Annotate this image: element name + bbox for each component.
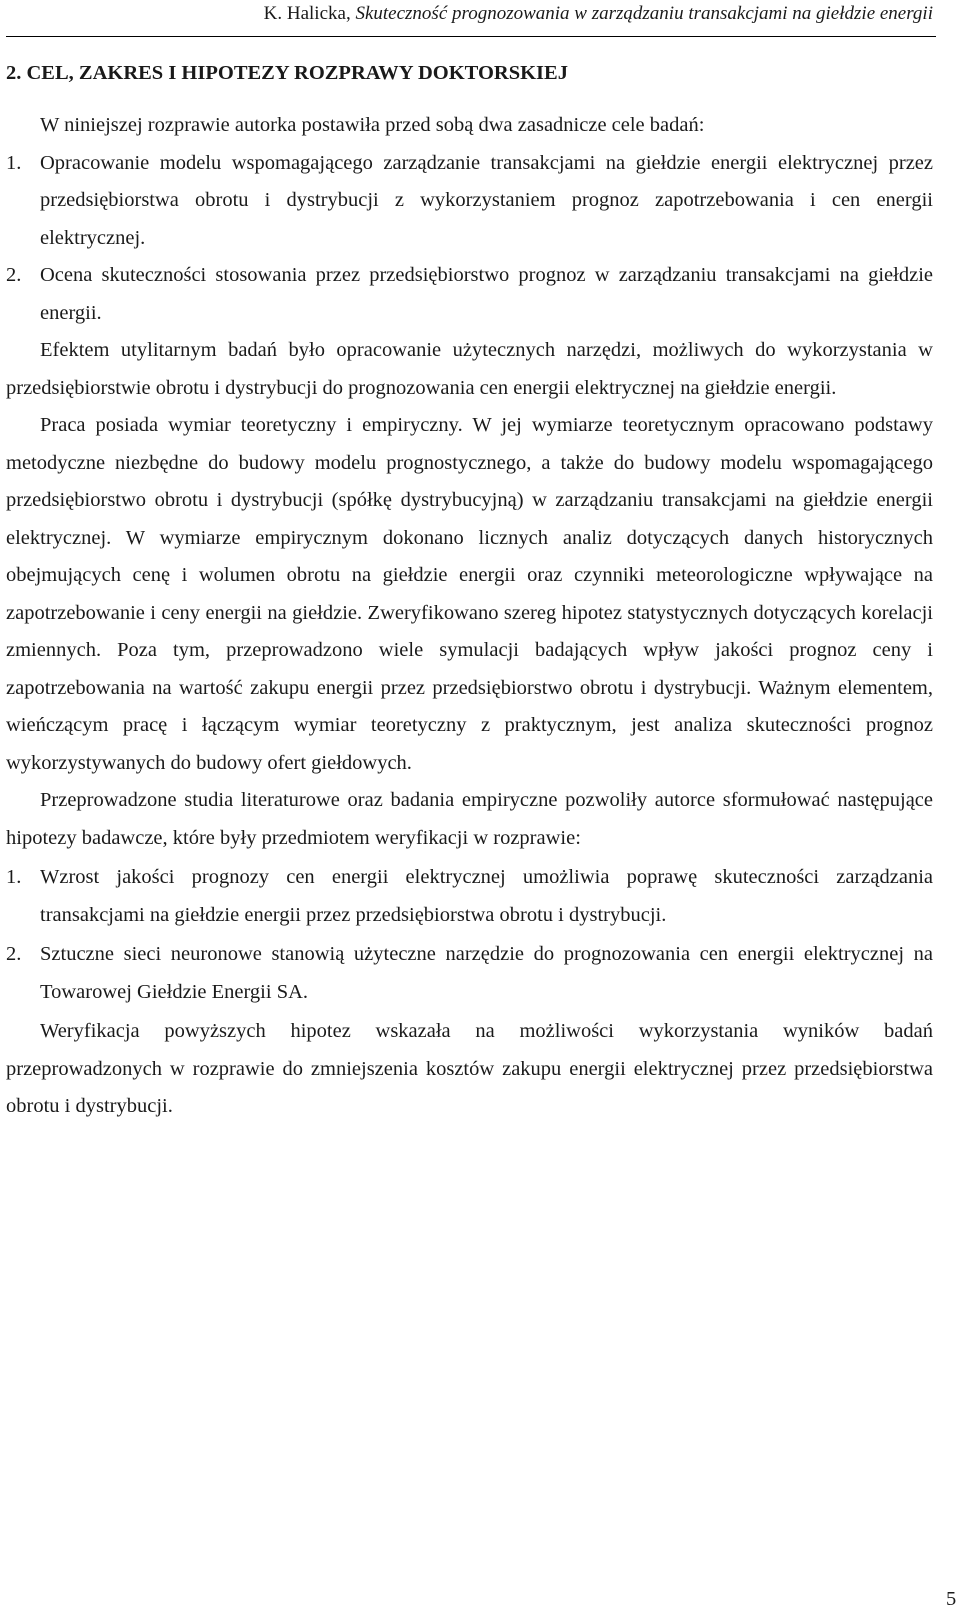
section-heading: 2. CEL, ZAKRES I HIPOTEZY ROZPRAWY DOKTORSKIEJ	[6, 62, 568, 84]
header-title: Skuteczność prognozowania w zarządzaniu transakcjami na giełdzie energii	[355, 3, 933, 24]
goal-text: Ocena skuteczności stosowania przez przedsiębiorstwo prognoz w zarządzaniu transakcjami na giełdzie energii.	[40, 264, 933, 324]
header-author: K. Halicka,	[263, 3, 356, 24]
body-paragraph: Praca posiada wymiar teoretyczny i empiryczny. W jej wymiarze teoretycznym opracowano podstawy metodyczne niezbędne do budowy modelu prognostycznego, a także do budowy modelu wspomagającego przedsiębiorstwo obrotu i dystrybucji (spółkę dystrybucyjną) w zarządzaniu transakcjami na giełdzie energii elektrycznej. W wymiarze empirycznym dokonano licznych analiz dotyczących danych historycznych obejmujących cenę i wolumen obrotu na giełdzie energii oraz czynniki meteorologiczne wpływające na zapotrzebowanie i ceny energii na giełdzie. Zweryfikowano szereg hipotez statystycznych dotyczących korelacji zmiennych. Poza tym, przeprowadzono wiele symulacji badających wpływ jakości prognoz ceny i zapotrzebowania na wartość zakupu energii przez przedsiębiorstwo obrotu i dystrybucji. Ważnym elementem, wieńczącym pracę i łączącym wymiar teoretyczny z praktycznym, jest analiza skuteczności prognoz wykorzystywanych do budowy ofert giełdowych.	[6, 414, 933, 774]
intro-paragraph: W niniejszej rozprawie autorka postawiła przed sobą dwa zasadnicze cele badań:	[40, 114, 705, 136]
hypothesis-number: 2.	[6, 943, 22, 965]
goal-number: 1.	[6, 151, 22, 174]
body-paragraph: Przeprowadzone studia literaturowe oraz badania empiryczne pozwoliły autorce sformułować następujące hipotezy badawcze, które były przedmiotem weryfikacji w rozprawie:	[6, 789, 933, 849]
page-body	[6, 58, 933, 1126]
hypothesis-text: Wzrost jakości prognozy cen energii elektrycznej umożliwia poprawę skuteczności zarządzania transakcjami na giełdzie energii przez przedsiębiorstwa obrotu i dystrybucji.	[40, 866, 933, 926]
hypothesis-item	[6, 859, 933, 934]
hypothesis-text: Sztuczne sieci neuronowe stanowią użyteczne narzędzie do prognozowania cen energii elektrycznej na Towarowej Giełdzie Energii SA.	[40, 943, 933, 1003]
header-rule	[6, 36, 936, 37]
body-paragraph: Efektem utylitarnym badań było opracowanie użytecznych narzędzi, możliwych do wykorzystania w przedsiębiorstwie obrotu i dystrybucji do prognozowania cen energii elektrycznej na giełdzie energii.	[6, 339, 933, 399]
goal-text: Opracowanie modelu wspomagającego zarządzanie transakcjami na giełdzie energii elektrycznej przez przedsiębiorstwa obrotu i dystrybucji z wykorzystaniem prognoz zapotrzebowania i cen energii elektrycznej.	[40, 151, 933, 249]
running-header	[264, 3, 933, 25]
page-number: 5	[946, 1588, 957, 1610]
hypothesis-number: 1.	[6, 866, 22, 888]
goal-item	[6, 257, 933, 332]
conclusion-paragraph: Weryfikacja powyższych hipotez wskazała na możliwości wykorzystania wyników badań przeprowadzonych w rozprawie do zmniejszenia kosztów zakupu energii elektrycznej przez przedsiębiorstwa obrotu i dystrybucji.	[6, 1020, 933, 1117]
goal-number: 2.	[6, 264, 22, 286]
goal-item	[6, 145, 933, 258]
hypothesis-item	[6, 936, 933, 1011]
